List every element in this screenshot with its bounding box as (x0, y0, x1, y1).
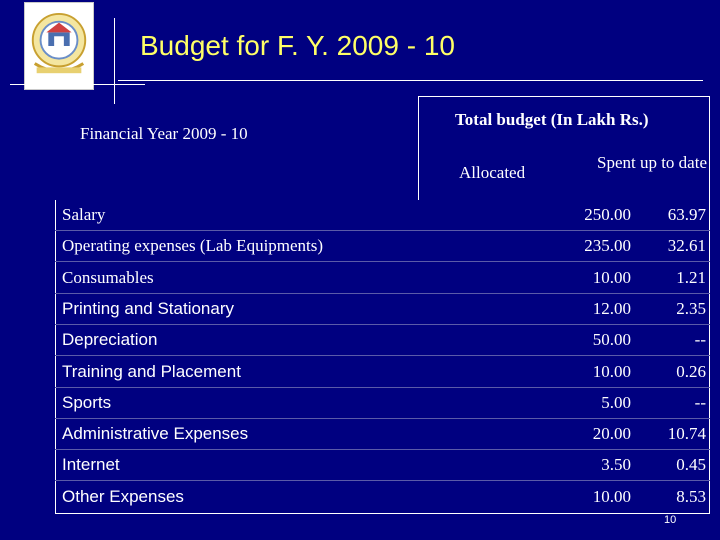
spent-value: -- (694, 330, 706, 350)
row-label: Other Expenses (62, 486, 184, 506)
financial-year-header: Financial Year 2009 - 10 (80, 124, 248, 143)
spent-value: 1.21 (676, 267, 706, 287)
spent-value: 63.97 (667, 205, 706, 224)
table-row (55, 325, 710, 356)
spent-value: 8.53 (676, 486, 706, 506)
title-divider-vertical (114, 18, 115, 104)
spent-value: -- (694, 392, 706, 412)
row-label: Depreciation (62, 330, 158, 350)
table-row (55, 357, 710, 388)
spent-value: 0.45 (676, 455, 706, 475)
allocated-value: 5.00 (601, 392, 631, 412)
spent-value: 2.35 (676, 298, 706, 318)
header-left-divider (418, 96, 419, 200)
row-label: Training and Placement (62, 361, 241, 381)
allocated-value: 10.00 (592, 267, 631, 287)
spent-value: 0.26 (676, 361, 706, 381)
spent-header: Spent up to date (596, 153, 707, 172)
page-number: 10 (664, 514, 677, 526)
allocated-value: 20.00 (592, 424, 631, 444)
table-row (55, 450, 710, 481)
table-row (55, 482, 710, 513)
row-label: Salary (62, 205, 106, 224)
allocated-header: Allocated (459, 163, 526, 182)
row-label: Operating expenses (Lab Equipments) (62, 236, 324, 256)
allocated-value: 10.00 (592, 486, 631, 506)
allocated-value: 10.00 (592, 361, 631, 381)
allocated-value: 50.00 (592, 330, 631, 350)
allocated-value: 235.00 (584, 236, 631, 256)
header-top-line (418, 96, 710, 97)
table-row (55, 388, 710, 419)
row-label: Sports (62, 392, 112, 412)
table-row (55, 263, 710, 294)
row-label: Printing and Stationary (62, 298, 234, 318)
allocated-value: 3.50 (601, 455, 631, 475)
table-row (55, 200, 710, 231)
institute-emblem-icon (25, 3, 93, 89)
table-row (55, 231, 710, 262)
spent-value: 32.61 (667, 236, 706, 256)
title-underline-left (10, 84, 145, 85)
allocated-value: 250.00 (584, 205, 631, 224)
allocated-value: 12.00 (592, 298, 631, 318)
row-label: Administrative Expenses (62, 424, 249, 444)
row-label: Consumables (62, 267, 154, 287)
title-underline (118, 80, 703, 81)
spent-value: 10.74 (667, 424, 706, 444)
table-row (55, 294, 710, 325)
slide-title: Budget for F. Y. 2009 - 10 (140, 30, 455, 61)
total-budget-header: Total budget (In Lakh Rs.) (455, 110, 649, 129)
table-row (55, 419, 710, 450)
table-bottom-border (55, 513, 710, 514)
row-label: Internet (62, 455, 120, 475)
institute-emblem (24, 2, 94, 90)
